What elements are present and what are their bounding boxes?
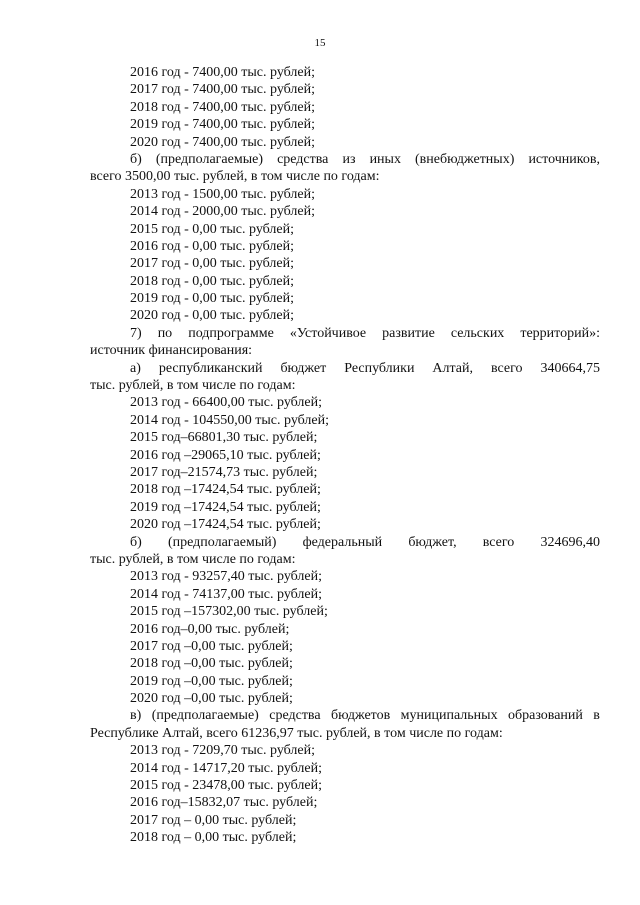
funding-year-line: 2013 год - 93257,40 тыс. рублей; [130, 569, 323, 585]
word: (предполагаемый) [167, 534, 277, 550]
funding-year-line: 2020 год –17424,54 тыс. рублей; [130, 517, 321, 533]
word: бюджет [280, 360, 327, 376]
word: средства [277, 151, 329, 167]
word: «Устойчивое [289, 325, 367, 341]
paragraph-first-line [90, 707, 600, 724]
funding-year-line: 2018 год - 0,00 тыс. рублей; [130, 273, 295, 289]
funding-year-line: 2019 год –17424,54 тыс. рублей; [130, 499, 321, 515]
word: развитие [382, 325, 435, 341]
word: в) [130, 708, 142, 724]
funding-year-line: 2018 год –0,00 тыс. рублей; [130, 656, 293, 672]
word: Алтай, [432, 360, 473, 376]
funding-year-line: 2016 год - 0,00 тыс. рублей; [130, 238, 295, 254]
funding-year-line: 2013 год - 66400,00 тыс. рублей; [130, 395, 323, 411]
word: подпрограмме [188, 325, 274, 341]
funding-year-line: 2014 год - 14717,20 тыс. рублей; [130, 760, 323, 776]
word: республиканский [158, 360, 263, 376]
paragraph-continuation-line: источник финансирования: [90, 343, 253, 359]
funding-year-line: 2016 год –29065,10 тыс. рублей; [130, 447, 321, 463]
funding-year-line: 2018 год –17424,54 тыс. рублей; [130, 482, 321, 498]
word: из [342, 151, 356, 167]
funding-year-line: 2013 год - 7209,70 тыс. рублей; [130, 743, 316, 759]
paragraph-continuation-line: всего 3500,00 тыс. рублей, в том числе по годам: [90, 169, 380, 185]
word: б) [130, 534, 142, 550]
funding-year-line: 2019 год - 0,00 тыс. рублей; [130, 291, 295, 307]
word: всего [482, 534, 515, 550]
funding-year-line: 2017 год–21574,73 тыс. рублей; [130, 464, 318, 480]
paragraph-continuation-line: тыс. рублей, в том числе по годам: [90, 378, 296, 394]
funding-year-line: 2018 год – 0,00 тыс. рублей; [130, 830, 297, 846]
funding-year-line: 2017 год - 7400,00 тыс. рублей; [130, 82, 316, 98]
word: по [157, 325, 173, 341]
word: (предполагаемые) [151, 708, 259, 724]
paragraph-continuation-line: Республике Алтай, всего 61236,97 тыс. рублей, в том числе по годам: [90, 725, 503, 741]
funding-year-line: 2014 год - 2000,00 тыс. рублей; [130, 204, 316, 220]
word: федеральный [302, 534, 383, 550]
word: 7) [130, 325, 142, 341]
word: источников, [528, 151, 600, 167]
page-number: 15 [314, 37, 326, 49]
funding-year-line: 2020 год - 7400,00 тыс. рублей; [130, 134, 316, 150]
funding-year-line: 2015 год - 23478,00 тыс. рублей; [130, 778, 323, 794]
paragraph-first-line [90, 360, 600, 377]
word: иных [369, 151, 401, 167]
funding-year-line: 2016 год - 7400,00 тыс. рублей; [130, 65, 316, 80]
word: б) [130, 151, 142, 167]
word: муниципальных [400, 708, 498, 724]
funding-year-line: 2019 год –0,00 тыс. рублей; [130, 673, 293, 689]
word: всего [490, 360, 523, 376]
document-body [90, 64, 600, 847]
word: сельских [450, 325, 505, 341]
word: (предполагаемые) [155, 151, 263, 167]
word: бюджетов [330, 708, 391, 724]
funding-year-line: 2018 год - 7400,00 тыс. рублей; [130, 99, 316, 115]
word: Республики [344, 360, 415, 376]
word: (внебюджетных) [415, 151, 515, 167]
word: бюджет, [408, 534, 457, 550]
funding-year-line: 2019 год - 7400,00 тыс. рублей; [130, 117, 316, 133]
paragraph-first-line [90, 534, 600, 551]
paragraph-continuation-line: тыс. рублей, в том числе по годам: [90, 551, 296, 567]
funding-year-line: 2015 год–66801,30 тыс. рублей; [130, 430, 318, 446]
funding-year-line: 2014 год - 104550,00 тыс. рублей; [130, 412, 330, 428]
funding-year-line: 2015 год - 0,00 тыс. рублей; [130, 221, 295, 237]
funding-year-line: 2017 год – 0,00 тыс. рублей; [130, 812, 297, 828]
word: 340664,75 [540, 360, 600, 376]
funding-year-line: 2016 год–15832,07 тыс. рублей; [130, 795, 318, 811]
funding-year-line: 2017 год –0,00 тыс. рублей; [130, 638, 293, 654]
funding-year-line: 2020 год - 0,00 тыс. рублей; [130, 308, 295, 324]
paragraph-first-line [90, 151, 600, 168]
paragraph-first-line [90, 325, 600, 342]
funding-year-line: 2017 год - 0,00 тыс. рублей; [130, 256, 295, 272]
word: средства [269, 708, 321, 724]
funding-year-line: 2016 год–0,00 тыс. рублей; [130, 621, 290, 637]
word: территорий»: [520, 325, 600, 341]
word: в [593, 708, 600, 724]
funding-year-line: 2013 год - 1500,00 тыс. рублей; [130, 186, 316, 202]
funding-year-line: 2020 год –0,00 тыс. рублей; [130, 691, 293, 707]
word: 324696,40 [540, 534, 600, 550]
word: а) [130, 360, 141, 376]
funding-year-line: 2015 год –157302,00 тыс. рублей; [130, 604, 328, 620]
word: образований [507, 708, 583, 724]
funding-year-line: 2014 год - 74137,00 тыс. рублей; [130, 586, 323, 602]
